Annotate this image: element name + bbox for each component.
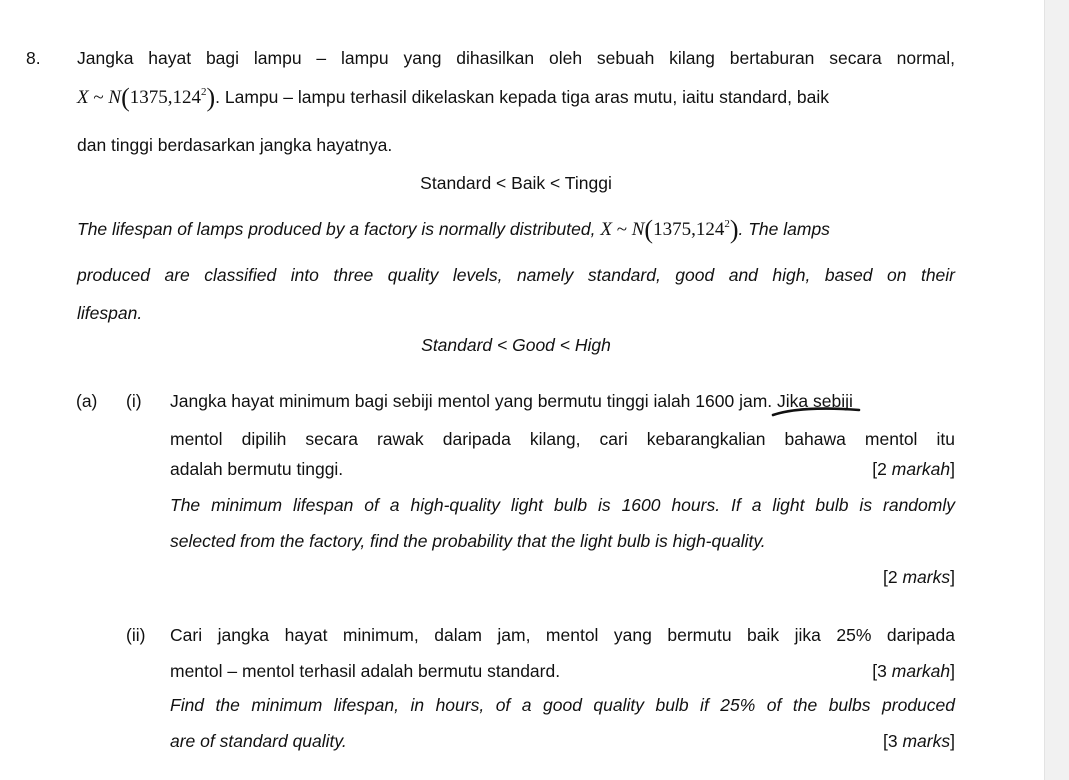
intro-en-line-1-start: The lifespan of lamps produced by a factory is normally distributed, [77, 219, 596, 239]
question-number: 8. [26, 48, 41, 68]
sub-i-ms-line-1-after: . Jika sebiji [767, 391, 853, 411]
sub-i-en-line-1: The minimum lifespan of a high-quality light bulb is 1600 hours. If a light bulb is randomly [170, 495, 955, 515]
handwritten-underline [771, 404, 861, 418]
sub-i-ms-line-1 [170, 390, 853, 412]
intro-en-line-1 [77, 215, 830, 244]
distribution-formula-ms: X ~ N(1375,124$^2$) [77, 83, 216, 112]
part-a-label: (a) [76, 391, 98, 411]
vertical-scrollbar[interactable] [1044, 0, 1069, 780]
intro-ms-line-3: dan tinggi berdasarkan jangka hayatnya. [77, 135, 393, 155]
sub-ii-label: (ii) [126, 625, 146, 645]
sub-i-ms-line-2: mentol dipilih secara rawak daripada kilang, cari kebarangkalian bahawa mentol itu [170, 429, 955, 449]
sub-i-en-marks: [2 marks] [883, 567, 955, 587]
intro-ms-line-2-text: . Lampu – lampu terhasil dikelaskan kepada tiga aras mutu, iaitu standard, baik [215, 87, 829, 107]
sub-i-ms-line-1-before: Jangka hayat minimum bagi sebiji mentol yang bermutu tinggi ialah [170, 391, 691, 411]
sub-ii-en-line-1: Find the minimum lifespan, in hours, of a good quality bulb if 25% of the bulbs produced [170, 695, 955, 715]
sub-ii-ms-line-1: Cari jangka hayat minimum, dalam jam, mentol yang bermutu baik jika 25% daripada [170, 625, 955, 645]
quality-order-ms: Standard < Baik < Tinggi [420, 173, 612, 193]
intro-ms-line-1: Jangka hayat bagi lampu – lampu yang dihasilkan oleh sebuah kilang bertaburan secara normal, [77, 48, 955, 68]
sub-i-en-line-2: selected from the factory, find the probability that the light bulb is high-quality. [170, 531, 766, 551]
sub-ii-en-line-2: are of standard quality. [170, 731, 347, 751]
intro-ms-line-2 [77, 83, 829, 112]
sub-i-ms-line-3: adalah bermutu tinggi. [170, 459, 344, 479]
sub-ii-ms-line-2: mentol – mentol terhasil adalah bermutu standard. [170, 661, 561, 681]
sub-i-ms-marks: [2 markah] [872, 459, 955, 479]
sub-ii-ms-marks: [3 markah] [872, 661, 955, 681]
distribution-formula-en: X ~ N(1375,124$^2$) [600, 215, 739, 244]
sub-i-label: (i) [126, 391, 142, 411]
intro-en-line-3: lifespan. [77, 303, 143, 323]
sub-i-ms-highlight: 1600 jam [695, 391, 768, 411]
quality-order-en: Standard < Good < High [421, 335, 611, 355]
intro-en-line-2: produced are classified into three quality levels, namely standard, good and high, based on their [77, 265, 955, 285]
intro-en-line-1-end: . The lamps [738, 219, 830, 239]
sub-ii-en-marks: [3 marks] [883, 731, 955, 751]
